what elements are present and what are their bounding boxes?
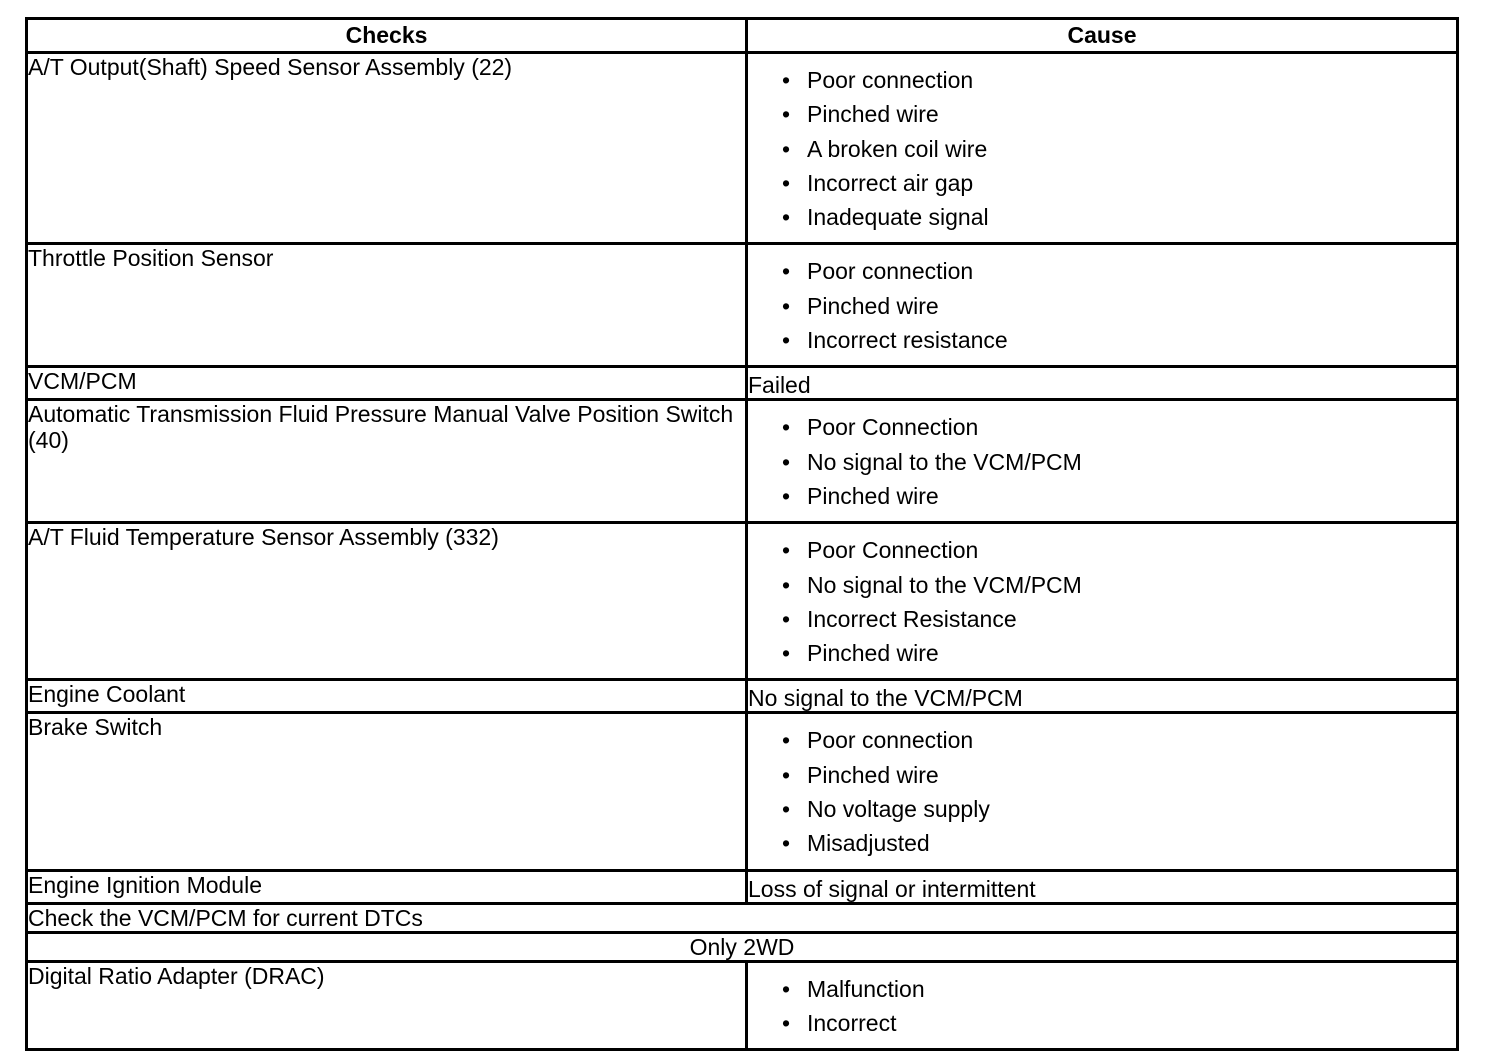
cause-item: • Incorrect air gap (774, 168, 1456, 202)
check-cell: Brake Switch (27, 713, 747, 870)
cause-item: • Poor connection (774, 725, 1456, 759)
cause-item: • Poor Connection (774, 535, 1456, 569)
cause-item: • Poor connection (774, 65, 1456, 99)
table-row (27, 870, 1458, 903)
cause-item: • Pinched wire (774, 99, 1456, 133)
cause-item: • Incorrect (774, 1008, 1456, 1042)
cause-cell (747, 244, 1458, 367)
section-row (27, 932, 1458, 961)
table-row (27, 244, 1458, 367)
check-cell: Throttle Position Sensor (27, 244, 747, 367)
check-cell: Automatic Transmission Fluid Pressure Manual Valve Position Switch (40) (27, 400, 747, 523)
check-cell: VCM/PCM (27, 367, 747, 400)
cause-item: • No voltage supply (774, 794, 1456, 828)
dtc-check-note: Check the VCM/PCM for current DTCs (27, 903, 1458, 932)
cause-item: • Poor Connection (774, 412, 1456, 446)
cause-item: • No signal to the VCM/PCM (774, 447, 1456, 481)
checks-column-header: Checks (27, 19, 747, 53)
table-row (27, 523, 1458, 680)
cause-column-header: Cause (747, 19, 1458, 53)
cause-item: • No signal to the VCM/PCM (774, 570, 1456, 604)
cause-list (748, 524, 1456, 678)
cause-item: • Pinched wire (774, 760, 1456, 794)
table-row (27, 53, 1458, 244)
cause-item: • A broken coil wire (774, 134, 1456, 168)
cause-item: • Incorrect Resistance (774, 604, 1456, 638)
cause-item: • Pinched wire (774, 291, 1456, 325)
cause-item: • Misadjusted (774, 828, 1456, 862)
cause-cell (747, 713, 1458, 870)
cause-cell: No signal to the VCM/PCM (747, 680, 1458, 713)
table-row (27, 367, 1458, 400)
cause-item: • Pinched wire (774, 481, 1456, 515)
cause-cell (747, 523, 1458, 680)
table-row (27, 961, 1458, 1050)
cause-cell: Loss of signal or intermittent (747, 870, 1458, 903)
note-row (27, 903, 1458, 932)
cause-list (748, 401, 1456, 521)
diagnostic-checks-table (25, 17, 1459, 1051)
check-cell: Engine Coolant (27, 680, 747, 713)
cause-item: • Pinched wire (774, 638, 1456, 672)
check-cell: Digital Ratio Adapter (DRAC) (27, 961, 747, 1050)
table-row (27, 400, 1458, 523)
check-cell: A/T Fluid Temperature Sensor Assembly (332) (27, 523, 747, 680)
header-row (27, 19, 1458, 53)
cause-cell (747, 961, 1458, 1050)
cause-cell (747, 400, 1458, 523)
cause-item: • Incorrect resistance (774, 325, 1456, 359)
cause-list (748, 963, 1456, 1049)
cause-item: • Inadequate signal (774, 202, 1456, 236)
cause-list (748, 714, 1456, 868)
cause-list (748, 245, 1456, 365)
section-label-2wd: Only 2WD (27, 932, 1458, 961)
check-cell: A/T Output(Shaft) Speed Sensor Assembly (22) (27, 53, 747, 244)
check-cell: Engine Ignition Module (27, 870, 747, 903)
cause-cell: Failed (747, 367, 1458, 400)
cause-item: • Poor connection (774, 256, 1456, 290)
table-row (27, 713, 1458, 870)
cause-item: • Malfunction (774, 974, 1456, 1008)
cause-cell (747, 53, 1458, 244)
table-row (27, 680, 1458, 713)
cause-list (748, 54, 1456, 242)
